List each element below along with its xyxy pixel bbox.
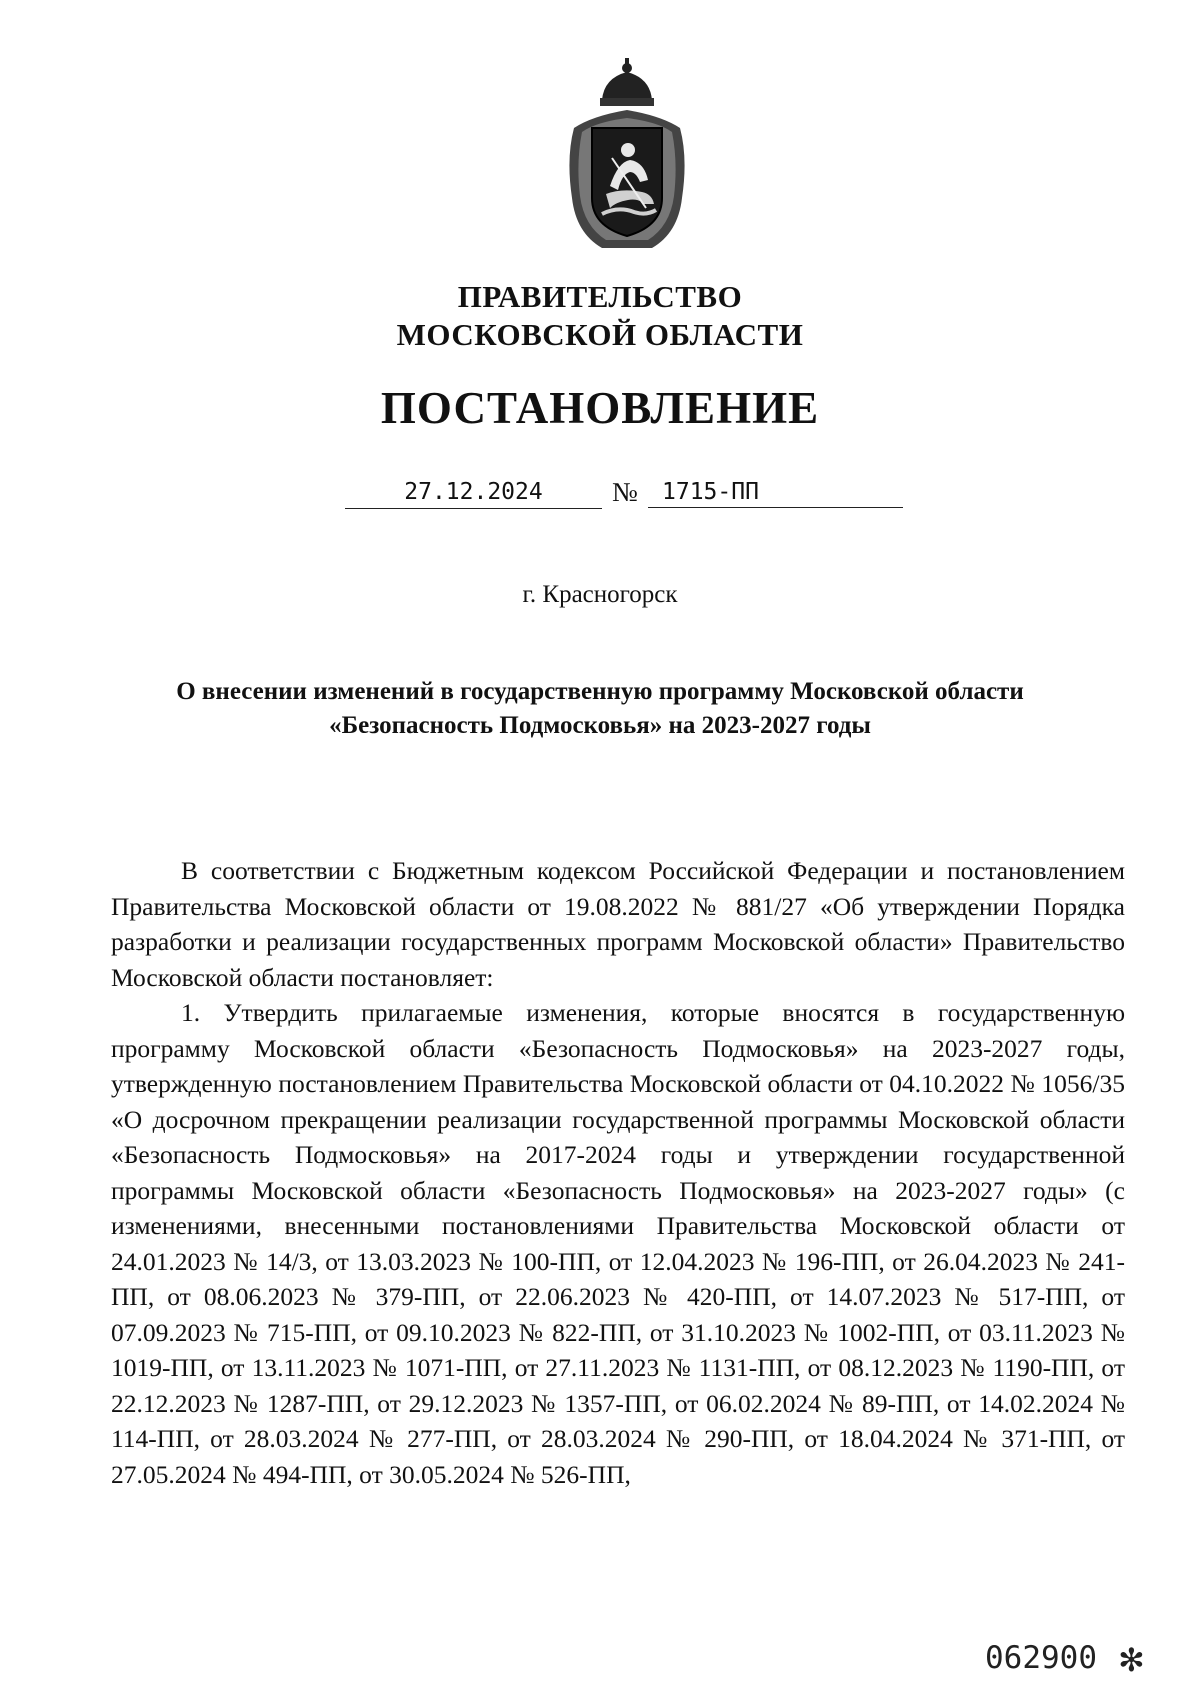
city: г. Красногорск <box>522 581 678 608</box>
number-sign: № <box>612 477 638 507</box>
asterisk-icon: ✻ <box>1118 1642 1145 1678</box>
document-number: 1715-ПП <box>648 476 903 508</box>
government-title-line2: МОСКОВСКОЙ ОБЛАСТИ <box>396 317 804 352</box>
paragraph-preamble: В соответствии с Бюджетным кодексом Российской Федерации и постановлением Правительства Московской области от 19.08.2022 № 881/27 «Об утверждении Порядка разработки и реализации государственных программ Московской области» Правительство Московской области постановляет: <box>111 856 1125 992</box>
coat-of-arms-icon <box>562 58 692 258</box>
subject-line2: «Безопасность Подмосковья» на 2023-2027 годы <box>329 712 871 739</box>
page-code: 062900 <box>985 1640 1097 1676</box>
subject-line1: О внесении изменений в государственную программу Московской области <box>176 678 1024 705</box>
government-title-line1: ПРАВИТЕЛЬСТВО <box>457 279 743 314</box>
document-date: 27.12.2024 <box>345 476 602 509</box>
paragraph-item-1: 1. Утвердить прилагаемые изменения, которые вносятся в государственную программу Московской области «Безопасность Подмосковья» на 2023-2027 годы, утвержденную постановлением Правительства Московской области от 04.10.2022 № 1056/35 «О досрочном прекращении реализации государственной программы Московской области «Безопасность Подмосковья» на 2017-2024 годы и утверждении государственной программы Московской области «Безопасность Подмосковья» на 2023-2027 годы» (с изменениями, внесенными постановлениями Правительства Московской области от 24.01.2023 № 14/3, от 13.03.2023 № 100-ПП, от 12.04.2023 № 196-ПП, от 26.04.2023 № 241-ПП, от 08.06.2023 № 379-ПП, от 22.06.2023 № 420-ПП, от 14.07.2023 № 517-ПП, от 07.09.2023 № 715-ПП, от 09.10.2023 № 822-ПП, от 31.10.2023 № 1002-ПП, от 03.11.2023 № 1019-ПП, от 13.11.2023 № 1071-ПП, от 27.11.2023 № 1131-ПП, от 08.12.2023 № 1190-ПП, от 22.12.2023 № 1287-ПП, от 29.12.2023 № 1357-ПП, от 06.02.2024 № 89-ПП, от 14.02.2024 № 114-ПП, от 28.03.2024 № 277-ПП, от 28.03.2024 № 290-ПП, от 18.04.2024 № 371-ПП, от 27.05.2024 № 494-ПП, от 30.05.2024 № 526-ПП, <box>111 998 1125 1489</box>
document-type: ПОСТАНОВЛЕНИЕ <box>380 383 820 433</box>
body-text <box>111 853 1125 1492</box>
